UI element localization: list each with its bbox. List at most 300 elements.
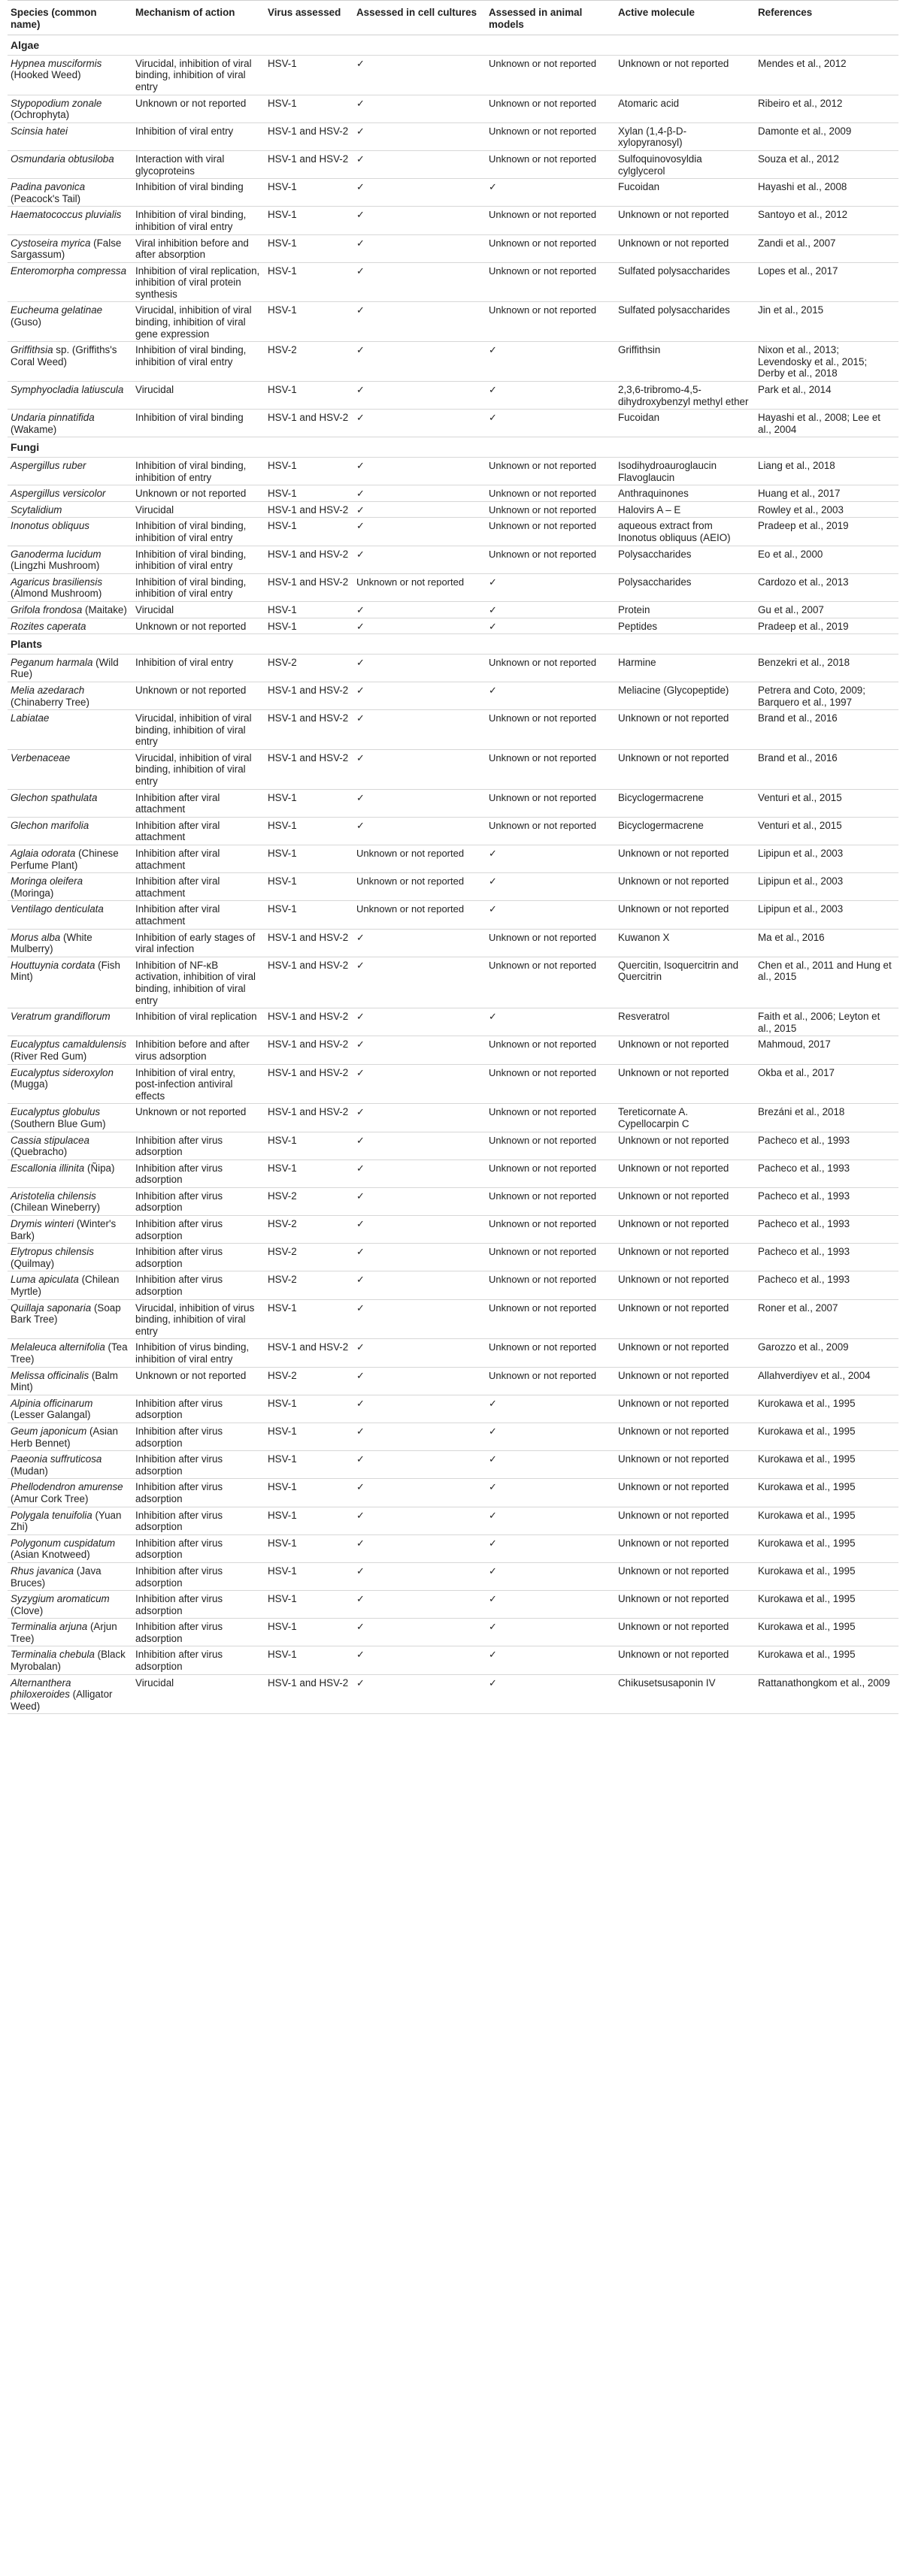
common-name: (Almond Mushroom) <box>11 588 102 600</box>
active-molecule-cell: Unknown or not reported <box>615 1562 755 1590</box>
mechanism-cell: Inhibition of viral entry <box>132 654 265 682</box>
species-cell <box>8 789 132 817</box>
species-cell <box>8 1244 132 1271</box>
virus-cell: HSV-1 and HSV-2 <box>265 682 353 709</box>
active-molecule-cell: Unknown or not reported <box>615 1423 755 1450</box>
mechanism-cell: Inhibition of viral entry, post-infection antiviral effects <box>132 1064 265 1104</box>
animal-model-cell: ✓ <box>486 1534 615 1562</box>
table-row <box>8 179 898 207</box>
table-row <box>8 654 898 682</box>
animal-model-cell: ✓ <box>486 382 615 410</box>
section-title: Plants <box>8 634 898 655</box>
species-name: Ganoderma lucidum <box>11 548 102 560</box>
table-row <box>8 1395 898 1423</box>
reference-cell: Kurokawa et al., 1995 <box>755 1619 898 1646</box>
virus-cell: HSV-2 <box>265 654 353 682</box>
species-cell <box>8 1619 132 1646</box>
table-row <box>8 1244 898 1271</box>
species-name: Polygala tenuifolia <box>11 1509 92 1521</box>
table-row <box>8 262 898 302</box>
table-row <box>8 1423 898 1450</box>
animal-model-cell: Unknown or not reported <box>486 150 615 178</box>
active-molecule-cell: Unknown or not reported <box>615 1591 755 1619</box>
table-row <box>8 1064 898 1104</box>
virus-cell: HSV-1 and HSV-2 <box>265 749 353 789</box>
table-row <box>8 1507 898 1534</box>
common-name: (Guso) <box>11 316 41 328</box>
table-row <box>8 1339 898 1367</box>
cell-culture-cell: ✓ <box>353 1160 486 1187</box>
reference-cell: Kurokawa et al., 1995 <box>755 1479 898 1507</box>
virus-cell: HSV-1 and HSV-2 <box>265 1674 353 1714</box>
cell-culture-cell: ✓ <box>353 1395 486 1423</box>
species-name: Eucheuma gelatinae <box>11 304 103 316</box>
table-row <box>8 1479 898 1507</box>
common-name: (Mudan) <box>11 1465 48 1477</box>
mechanism-cell: Inhibition of viral binding, inhibition of viral entry <box>132 546 265 573</box>
table-row <box>8 901 898 929</box>
virus-cell: HSV-1 <box>265 845 353 873</box>
cell-culture-cell: ✓ <box>353 150 486 178</box>
cell-culture-cell: ✓ <box>353 302 486 342</box>
table-row <box>8 573 898 601</box>
animal-model-cell: Unknown or not reported <box>486 501 615 518</box>
mechanism-cell: Inhibition of viral binding, inhibition of viral entry <box>132 573 265 601</box>
mechanism-cell: Inhibition after virus adsorption <box>132 1271 265 1299</box>
animal-model-cell: Unknown or not reported <box>486 1299 615 1339</box>
common-name: (Asian Knotweed) <box>11 1549 90 1561</box>
virus-cell: HSV-1 and HSV-2 <box>265 957 353 1008</box>
species-name: Peganum harmala <box>11 656 93 668</box>
table-row <box>8 95 898 122</box>
active-molecule-cell: Unknown or not reported <box>615 1160 755 1187</box>
table-row <box>8 150 898 178</box>
header-species: Species (common name) <box>8 1 132 35</box>
animal-model-cell: ✓ <box>486 682 615 709</box>
animal-model-cell: Unknown or not reported <box>486 1367 615 1395</box>
species-cell <box>8 546 132 573</box>
species-cell <box>8 1591 132 1619</box>
animal-model-cell: ✓ <box>486 1674 615 1714</box>
animal-model-cell: ✓ <box>486 1619 615 1646</box>
table-row <box>8 1008 898 1036</box>
species-name: Labiatae <box>11 712 50 724</box>
cell-culture-cell: ✓ <box>353 546 486 573</box>
mechanism-cell: Inhibition after virus adsorption <box>132 1160 265 1187</box>
animal-model-cell: Unknown or not reported <box>486 1271 615 1299</box>
species-cell <box>8 1395 132 1423</box>
mechanism-cell: Unknown or not reported <box>132 1104 265 1132</box>
virus-cell: HSV-1 <box>265 1562 353 1590</box>
table-row <box>8 845 898 873</box>
cell-culture-cell: ✓ <box>353 1339 486 1367</box>
species-name: Osmundaria obtusiloba <box>11 153 114 165</box>
reference-cell: Gu et al., 2007 <box>755 601 898 618</box>
section-row-fungi <box>8 437 898 458</box>
cell-culture-cell: ✓ <box>353 1299 486 1339</box>
mechanism-cell: Inhibition after viral attachment <box>132 901 265 929</box>
species-name: Padina pavonica <box>11 181 86 193</box>
mechanism-cell: Inhibition of viral replication <box>132 1008 265 1036</box>
animal-model-cell: Unknown or not reported <box>486 262 615 302</box>
species-name: Paeonia suffruticosa <box>11 1453 102 1465</box>
mechanism-cell: Inhibition after viral attachment <box>132 817 265 845</box>
mechanism-cell: Unknown or not reported <box>132 618 265 634</box>
common-name: (Winter's Bark) <box>11 1218 117 1241</box>
species-name: Phellodendron amurense <box>11 1481 123 1493</box>
virus-cell: HSV-1 and HSV-2 <box>265 1008 353 1036</box>
mechanism-cell: Virucidal, inhibition of virus binding, inhibition of viral entry <box>132 1299 265 1339</box>
cell-culture-cell: Unknown or not reported <box>353 873 486 901</box>
animal-model-cell: ✓ <box>486 1591 615 1619</box>
table-row <box>8 618 898 634</box>
active-molecule-cell: Meliacine (Glycopeptide) <box>615 682 755 709</box>
animal-model-cell: ✓ <box>486 1008 615 1036</box>
table-row <box>8 1534 898 1562</box>
cell-culture-cell: ✓ <box>353 1646 486 1674</box>
species-cell <box>8 518 132 546</box>
mechanism-cell: Inhibition after virus adsorption <box>132 1244 265 1271</box>
species-cell <box>8 957 132 1008</box>
active-molecule-cell: aqueous extract from Inonotus obliquus (AEIO) <box>615 518 755 546</box>
reference-cell: Huang et al., 2017 <box>755 485 898 502</box>
active-molecule-cell: Unknown or not reported <box>615 1216 755 1244</box>
table-header <box>8 1 898 35</box>
reference-cell: Roner et al., 2007 <box>755 1299 898 1339</box>
mechanism-cell: Virucidal <box>132 1674 265 1714</box>
active-molecule-cell: Kuwanon X <box>615 929 755 957</box>
reference-cell: Lipipun et al., 2003 <box>755 873 898 901</box>
section-row-plants <box>8 634 898 655</box>
common-name: (White Mulberry) <box>11 931 92 955</box>
animal-model-cell: Unknown or not reported <box>486 234 615 262</box>
table-row <box>8 1619 898 1646</box>
table-row <box>8 789 898 817</box>
virus-cell: HSV-1 and HSV-2 <box>265 546 353 573</box>
reference-cell: Venturi et al., 2015 <box>755 789 898 817</box>
cell-culture-cell: ✓ <box>353 518 486 546</box>
cell-culture-cell: ✓ <box>353 1008 486 1036</box>
common-name: (Clove) <box>11 1604 44 1616</box>
species-cell <box>8 1299 132 1339</box>
common-name: (Balm Mint) <box>11 1369 118 1393</box>
active-molecule-cell: Unknown or not reported <box>615 1271 755 1299</box>
animal-model-cell: ✓ <box>486 618 615 634</box>
species-cell <box>8 485 132 502</box>
table-row <box>8 1646 898 1674</box>
animal-model-cell: Unknown or not reported <box>486 710 615 750</box>
reference-cell: Brezáni et al., 2018 <box>755 1104 898 1132</box>
species-cell <box>8 458 132 485</box>
mechanism-cell: Inhibition after virus adsorption <box>132 1534 265 1562</box>
table-row <box>8 207 898 234</box>
species-name: Stypopodium zonale <box>11 97 102 109</box>
animal-model-cell: ✓ <box>486 845 615 873</box>
animal-model-cell: ✓ <box>486 1451 615 1479</box>
active-molecule-cell: Bicyclogermacrene <box>615 789 755 817</box>
animal-model-cell: ✓ <box>486 1423 615 1450</box>
reference-cell: Ribeiro et al., 2012 <box>755 95 898 122</box>
reference-cell: Hayashi et al., 2008; Lee et al., 2004 <box>755 410 898 437</box>
species-name: Aspergillus versicolor <box>11 488 106 500</box>
species-name: Grifola frondosa <box>11 603 83 615</box>
virus-cell: HSV-1 <box>265 302 353 342</box>
animal-model-cell: Unknown or not reported <box>486 929 615 957</box>
animal-model-cell: Unknown or not reported <box>486 302 615 342</box>
mechanism-cell: Unknown or not reported <box>132 1367 265 1395</box>
header-references: References <box>755 1 898 35</box>
reference-cell: Rattanathongkom et al., 2009 <box>755 1674 898 1714</box>
mechanism-cell: Inhibition after virus adsorption <box>132 1132 265 1160</box>
species-cell <box>8 1674 132 1714</box>
table-row <box>8 817 898 845</box>
common-name: (Wild Rue) <box>11 656 119 680</box>
cell-culture-cell: Unknown or not reported <box>353 901 486 929</box>
reference-cell: Hayashi et al., 2008 <box>755 179 898 207</box>
common-name: (Amur Cork Tree) <box>11 1492 89 1504</box>
cell-culture-cell: ✓ <box>353 1271 486 1299</box>
mechanism-cell: Inhibition of viral binding, inhibition of viral entry <box>132 518 265 546</box>
species-cell <box>8 873 132 901</box>
species-name: Veratrum grandiflorum <box>11 1011 111 1023</box>
species-name: Enteromorpha compressa <box>11 265 127 277</box>
reference-cell: Park et al., 2014 <box>755 382 898 410</box>
common-name: (Arjun Tree) <box>11 1621 117 1644</box>
table-row <box>8 1367 898 1395</box>
reference-cell: Kurokawa et al., 1995 <box>755 1423 898 1450</box>
mechanism-cell: Inhibition after viral attachment <box>132 789 265 817</box>
species-cell <box>8 179 132 207</box>
active-molecule-cell: Peptides <box>615 618 755 634</box>
cell-culture-cell: ✓ <box>353 1674 486 1714</box>
table-row <box>8 485 898 502</box>
active-molecule-cell: Fucoidan <box>615 410 755 437</box>
active-molecule-cell: Unknown or not reported <box>615 1395 755 1423</box>
active-molecule-cell: Unknown or not reported <box>615 1479 755 1507</box>
species-name: Eucalyptus camaldulensis <box>11 1039 127 1051</box>
reference-cell: Mahmoud, 2017 <box>755 1036 898 1064</box>
common-name: (Chinese Perfume Plant) <box>11 848 119 871</box>
virus-cell: HSV-1 and HSV-2 <box>265 1339 353 1367</box>
species-cell <box>8 1562 132 1590</box>
table-row <box>8 1271 898 1299</box>
cell-culture-cell: ✓ <box>353 1132 486 1160</box>
virus-cell: HSV-1 <box>265 55 353 95</box>
species-cell <box>8 342 132 382</box>
animal-model-cell: ✓ <box>486 1507 615 1534</box>
mechanism-cell: Inhibition of viral binding, inhibition of entry <box>132 458 265 485</box>
virus-cell: HSV-1 and HSV-2 <box>265 1104 353 1132</box>
active-molecule-cell: Quercitin, Isoquercitrin and Quercitrin <box>615 957 755 1008</box>
species-name: Undaria pinnatifida <box>11 412 95 424</box>
common-name: (Wakame) <box>11 423 57 435</box>
virus-cell: HSV-1 <box>265 518 353 546</box>
reference-cell: Nixon et al., 2013; Levendosky et al., 2015; Derby et al., 2018 <box>755 342 898 382</box>
species-cell <box>8 1367 132 1395</box>
mechanism-cell: Virucidal <box>132 601 265 618</box>
active-molecule-cell: Chikusetsusaponin IV <box>615 1674 755 1714</box>
mechanism-cell: Virucidal <box>132 501 265 518</box>
cell-culture-cell: ✓ <box>353 382 486 410</box>
mechanism-cell: Inhibition of viral entry <box>132 122 265 150</box>
mechanism-cell: Inhibition of viral binding, inhibition of viral entry <box>132 342 265 382</box>
virus-cell: HSV-1 <box>265 789 353 817</box>
table-body <box>8 35 898 1714</box>
table-row <box>8 749 898 789</box>
animal-model-cell: Unknown or not reported <box>486 518 615 546</box>
animal-model-cell: Unknown or not reported <box>486 1216 615 1244</box>
active-molecule-cell: Polysaccharides <box>615 573 755 601</box>
reference-cell: Pacheco et al., 1993 <box>755 1160 898 1187</box>
reference-cell: Lipipun et al., 2003 <box>755 901 898 929</box>
active-molecule-cell: Halovirs A – E <box>615 501 755 518</box>
reference-cell: Eo et al., 2000 <box>755 546 898 573</box>
species-cell <box>8 122 132 150</box>
species-name: Terminalia chebula <box>11 1649 95 1661</box>
common-name: (Mugga) <box>11 1078 48 1090</box>
virus-cell: HSV-1 <box>265 1646 353 1674</box>
cell-culture-cell: ✓ <box>353 1187 486 1215</box>
cell-culture-cell: Unknown or not reported <box>353 845 486 873</box>
table-row <box>8 873 898 901</box>
species-name: Eucalyptus globulus <box>11 1106 101 1118</box>
cell-culture-cell: ✓ <box>353 957 486 1008</box>
cell-culture-cell: ✓ <box>353 55 486 95</box>
virus-cell: HSV-2 <box>265 1187 353 1215</box>
cell-culture-cell: ✓ <box>353 789 486 817</box>
table-row <box>8 710 898 750</box>
species-cell <box>8 1160 132 1187</box>
species-cell <box>8 1479 132 1507</box>
species-cell <box>8 234 132 262</box>
reference-cell: Lipipun et al., 2003 <box>755 845 898 873</box>
species-name: Cystoseira myrica <box>11 237 91 249</box>
table-row <box>8 302 898 342</box>
cell-culture-cell: ✓ <box>353 1104 486 1132</box>
animal-model-cell: Unknown or not reported <box>486 789 615 817</box>
mechanism-cell: Virucidal, inhibition of viral binding, inhibition of viral gene expression <box>132 302 265 342</box>
section-title: Algae <box>8 35 898 56</box>
active-molecule-cell: Unknown or not reported <box>615 1299 755 1339</box>
common-name: (Maitake) <box>85 603 127 615</box>
mechanism-cell: Inhibition after viral attachment <box>132 873 265 901</box>
virus-cell: HSV-1 <box>265 485 353 502</box>
header-animal-models: Assessed in animal models <box>486 1 615 35</box>
cell-culture-cell: ✓ <box>353 1036 486 1064</box>
mechanism-cell: Inhibition after viral attachment <box>132 845 265 873</box>
species-cell <box>8 262 132 302</box>
species-name: Escallonia illinita <box>11 1162 85 1174</box>
animal-model-cell: ✓ <box>486 901 615 929</box>
virus-cell: HSV-1 <box>265 873 353 901</box>
table-row <box>8 957 898 1008</box>
table-row <box>8 1036 898 1064</box>
common-name: (Soap Bark Tree) <box>11 1302 121 1326</box>
reference-cell: Pradeep et al., 2019 <box>755 618 898 634</box>
mechanism-cell: Inhibition after virus adsorption <box>132 1619 265 1646</box>
species-cell <box>8 1132 132 1160</box>
common-name: (Black Myrobalan) <box>11 1649 126 1673</box>
common-name: (Chinaberry Tree) <box>11 696 89 708</box>
species-name: Ventilago denticulata <box>11 903 104 915</box>
table-row <box>8 1187 898 1215</box>
table-row <box>8 1451 898 1479</box>
species-cell <box>8 654 132 682</box>
species-cell <box>8 1646 132 1674</box>
common-name: (False Sargassum) <box>11 237 122 261</box>
common-name: (Ñipa) <box>86 1162 115 1174</box>
species-name: Alpinia officinarum <box>11 1397 93 1409</box>
virus-cell: HSV-1 <box>265 1591 353 1619</box>
mechanism-cell: Inhibition after virus adsorption <box>132 1591 265 1619</box>
reference-cell: Kurokawa et al., 1995 <box>755 1591 898 1619</box>
animal-model-cell: Unknown or not reported <box>486 957 615 1008</box>
reference-cell: Rowley et al., 2003 <box>755 501 898 518</box>
active-molecule-cell: Unknown or not reported <box>615 873 755 901</box>
animal-model-cell: ✓ <box>486 1479 615 1507</box>
species-cell <box>8 1104 132 1132</box>
animal-model-cell: Unknown or not reported <box>486 1339 615 1367</box>
active-molecule-cell: Unknown or not reported <box>615 1507 755 1534</box>
cell-culture-cell: ✓ <box>353 501 486 518</box>
common-name: (Asian Herb Bennet) <box>11 1425 118 1449</box>
header-active-molecule: Active molecule <box>615 1 755 35</box>
table-row <box>8 601 898 618</box>
virus-cell: HSV-1 and HSV-2 <box>265 573 353 601</box>
mechanism-cell: Inhibition after virus adsorption <box>132 1451 265 1479</box>
active-molecule-cell: Unknown or not reported <box>615 1036 755 1064</box>
mechanism-cell: Inhibition of virus binding, inhibition of viral entry <box>132 1339 265 1367</box>
virus-cell: HSV-1 <box>265 1132 353 1160</box>
cell-culture-cell: ✓ <box>353 207 486 234</box>
reference-cell: Pradeep et al., 2019 <box>755 518 898 546</box>
species-cell <box>8 150 132 178</box>
species-name: Terminalia arjuna <box>11 1621 88 1633</box>
species-name: Inonotus obliquus <box>11 520 89 532</box>
cell-culture-cell: ✓ <box>353 654 486 682</box>
active-molecule-cell: Polysaccharides <box>615 546 755 573</box>
virus-cell: HSV-1 <box>265 458 353 485</box>
reference-cell: Jin et al., 2015 <box>755 302 898 342</box>
active-molecule-cell: Protein <box>615 601 755 618</box>
virus-cell: HSV-1 <box>265 234 353 262</box>
species-name: Luma apiculata <box>11 1274 79 1286</box>
reference-cell: Garozzo et al., 2009 <box>755 1339 898 1367</box>
cell-culture-cell: ✓ <box>353 618 486 634</box>
reference-cell: Damonte et al., 2009 <box>755 122 898 150</box>
species-name: Aristotelia chilensis <box>11 1190 96 1202</box>
species-name: Houttuynia cordata <box>11 959 95 971</box>
common-name: (Moringa) <box>11 887 54 899</box>
reference-cell: Kurokawa et al., 1995 <box>755 1646 898 1674</box>
animal-model-cell: Unknown or not reported <box>486 207 615 234</box>
species-cell <box>8 1008 132 1036</box>
active-molecule-cell: Unknown or not reported <box>615 1451 755 1479</box>
mechanism-cell: Inhibition of viral binding <box>132 410 265 437</box>
species-cell <box>8 1339 132 1367</box>
virus-cell: HSV-1 and HSV-2 <box>265 410 353 437</box>
active-molecule-cell: Unknown or not reported <box>615 1534 755 1562</box>
animal-model-cell: Unknown or not reported <box>486 1064 615 1104</box>
species-cell <box>8 618 132 634</box>
active-molecule-cell: Atomaric acid <box>615 95 755 122</box>
header-cell-cultures: Assessed in cell cultures <box>353 1 486 35</box>
species-cell <box>8 929 132 957</box>
active-molecule-cell: Unknown or not reported <box>615 234 755 262</box>
virus-cell: HSV-1 <box>265 901 353 929</box>
species-name: Melia azedarach <box>11 684 85 696</box>
common-name: (Chilean Myrtle) <box>11 1274 120 1298</box>
